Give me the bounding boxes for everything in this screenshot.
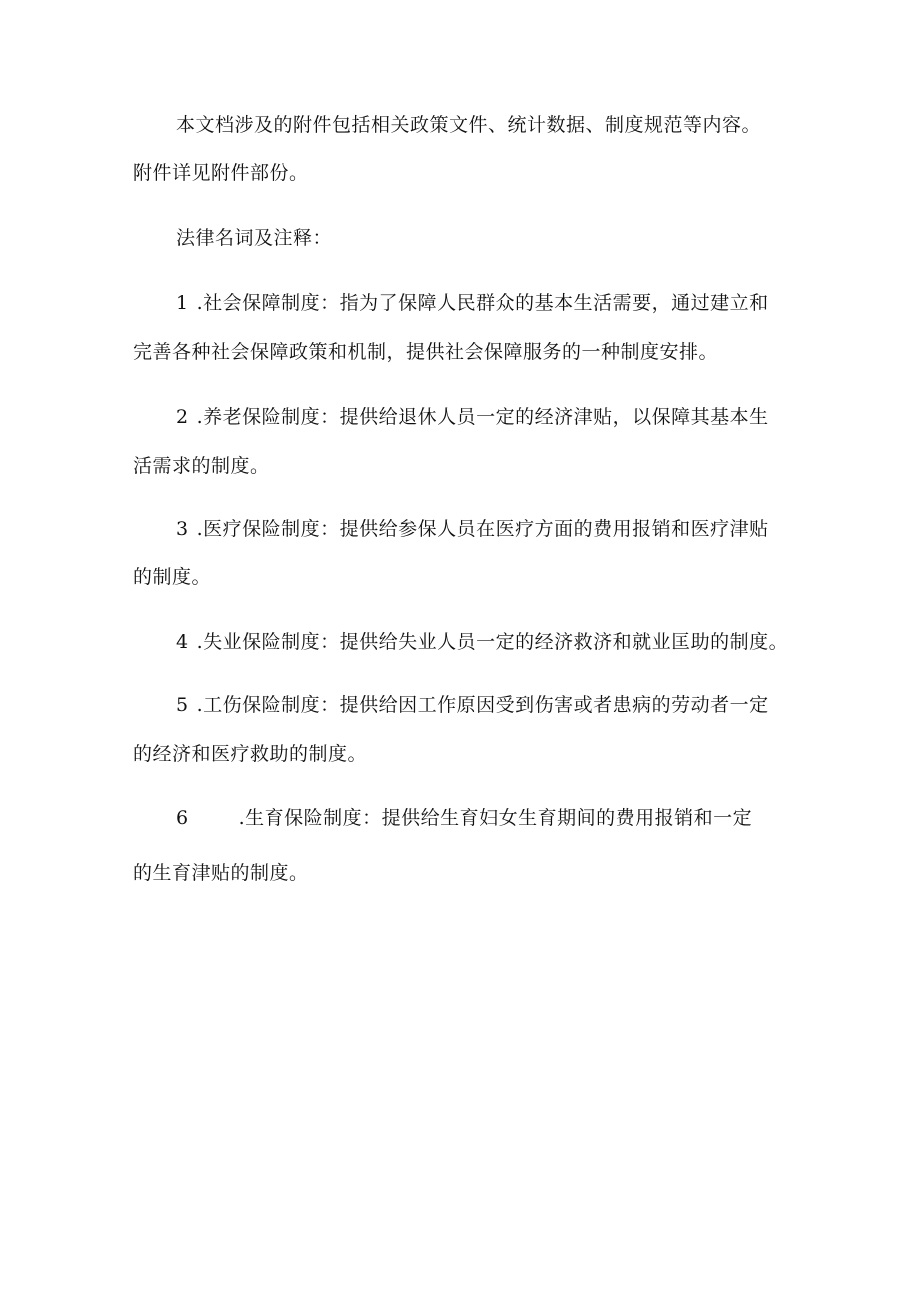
item-number: 1 [176,292,189,314]
glossary-item-6-line-2: 的生育津贴的制度。 [133,862,309,884]
glossary-item-5-line-1 [176,692,769,718]
item-text: 生育保险制度：提供给生育妇女生育期间的费用报销和一定 [245,807,753,829]
glossary-item-1-line-2: 完善各种社会保障政策和机制，提供社会保障服务的一种制度安排。 [133,341,719,363]
item-number: 6 [176,807,189,829]
glossary-item-2-line-1 [176,404,769,430]
intro-line-1: 本文档涉及的附件包括相关政策文件、统计数据、制度规范等内容。 [176,114,762,136]
intro-line-2: 附件详见附件部份。 [133,162,309,184]
item-dot: . [196,292,204,314]
glossary-item-5-line-2: 的经济和医疗救助的制度。 [133,743,368,765]
glossary-item-4-line-1 [176,629,788,655]
item-text: 失业保险制度：提供给失业人员一定的经济救济和就业匡助的制度。 [203,631,789,653]
item-number: 3 [176,518,189,540]
glossary-item-6-line-1 [176,805,752,831]
glossary-item-2-line-2: 活需求的制度。 [133,455,270,477]
item-dot: . [196,631,204,653]
item-dot: . [196,694,204,716]
item-number: 4 [176,631,189,653]
item-text: 养老保险制度：提供给退休人员一定的经济津贴，以保障其基本生 [203,406,769,428]
item-text: 社会保障制度：指为了保障人民群众的基本生活需要，通过建立和 [203,292,769,314]
glossary-item-3-line-2: 的制度。 [133,566,212,588]
glossary-heading: 法律名词及注释： [176,227,333,249]
item-dot: . [238,807,246,829]
glossary-item-1-line-1 [176,290,769,316]
glossary-item-3-line-1 [176,516,769,542]
item-text: 医疗保险制度：提供给参保人员在医疗方面的费用报销和医疗津贴 [203,518,769,540]
item-dot: . [196,406,204,428]
item-text: 工伤保险制度：提供给因工作原因受到伤害或者患病的劳动者一定 [203,694,769,716]
item-number: 2 [176,406,189,428]
item-dot: . [196,518,204,540]
item-number: 5 [176,694,189,716]
